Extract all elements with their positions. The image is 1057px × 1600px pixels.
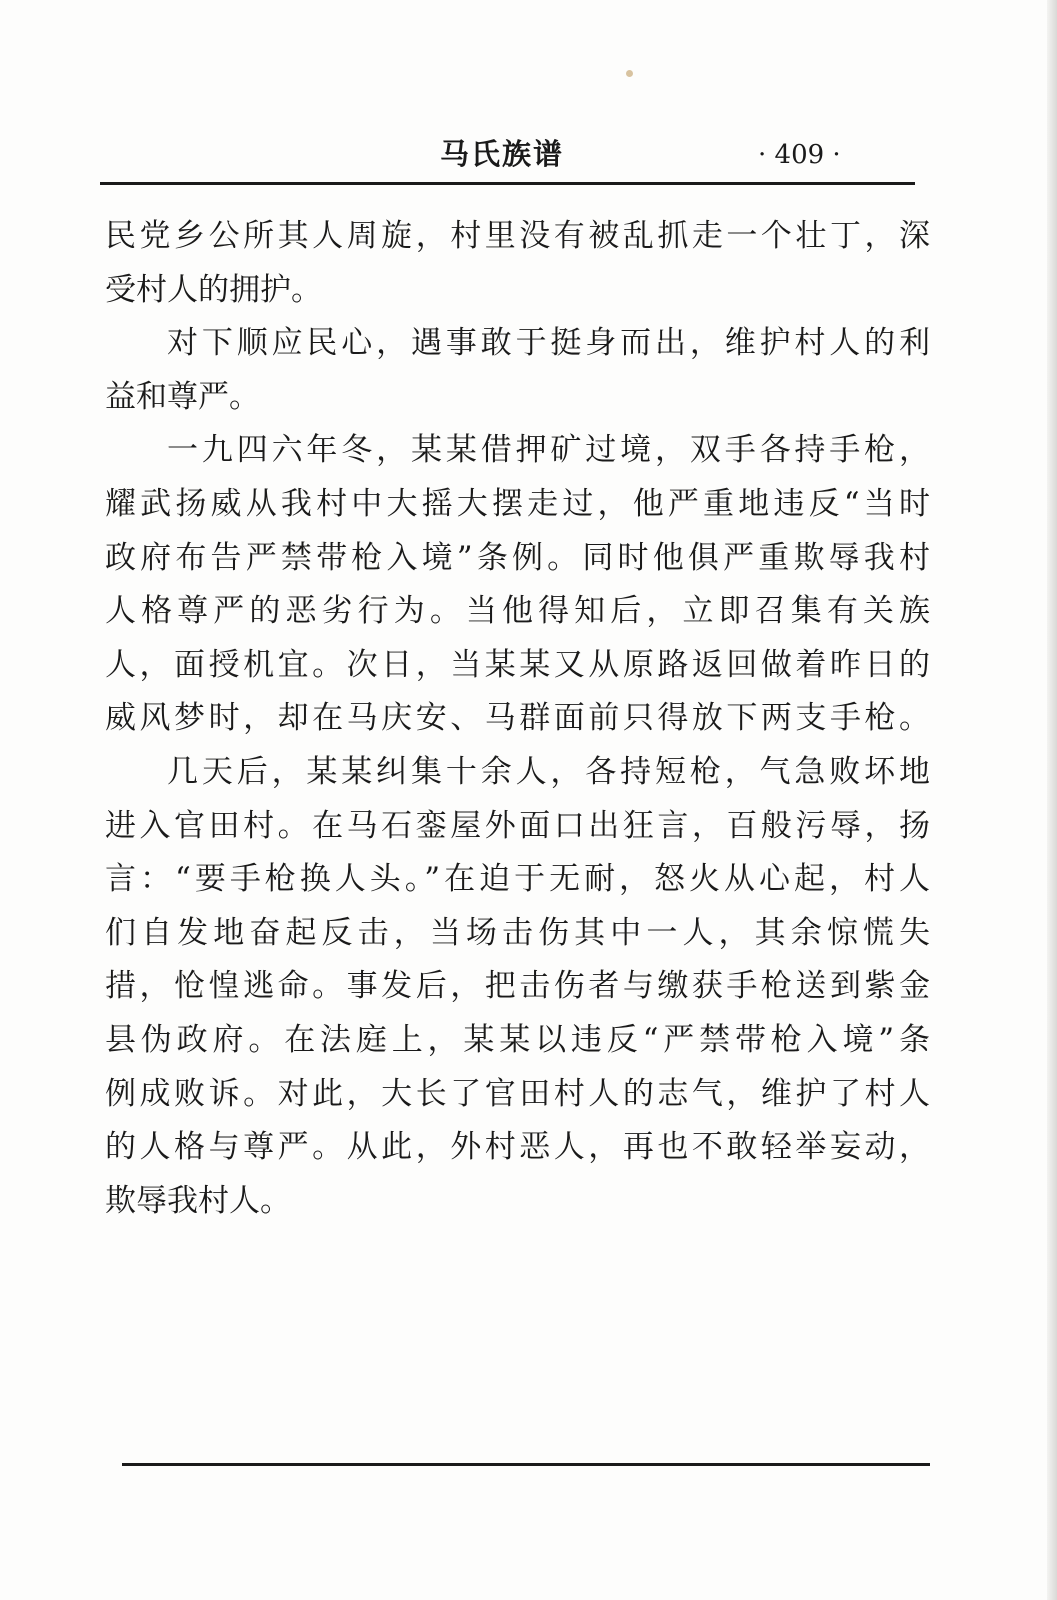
text-line: 益和尊严。 — [105, 378, 260, 415]
page-number: · 409 · — [758, 140, 841, 170]
text-line: 政府布告严禁带枪入境”条例。同时他俱严重欺辱我村 — [105, 539, 930, 576]
text-line: 几天后，某某纠集十余人，各持短枪，气急败坏地 — [167, 753, 930, 790]
text-line: 耀武扬威从我村中大摇大摆走过，他严重地违反“当时 — [105, 485, 930, 522]
text-line: 例成败诉。对此，大长了官田村人的志气，维护了村人 — [105, 1075, 930, 1112]
text-line: 进入官田村。在马石銮屋外面口出狂言，百般污辱，扬 — [105, 807, 930, 844]
header-rule — [100, 182, 915, 185]
text-line: 民党乡公所其人周旋，村里没有被乱抓走一个壮丁，深 — [105, 218, 930, 254]
text-line: 的人格与尊严。从此，外村恶人，再也不敢轻举妄动， — [105, 1129, 930, 1166]
running-header — [100, 132, 915, 182]
text-line: 人格尊严的恶劣行为。当他得知后，立即召集有关族 — [105, 593, 930, 630]
text-line: 欺辱我村人。 — [105, 1182, 291, 1219]
body-text — [105, 210, 930, 1228]
text-line: 县伪政府。在法庭上，某某以违反“严禁带枪入境”条 — [105, 1021, 930, 1058]
text-line: 一九四六年冬，某某借押矿过境，双手各持手枪， — [167, 432, 930, 469]
footer-rule — [122, 1463, 930, 1466]
text-line: 措，怆惶逃命。事发后，把击伤者与缴获手枪送到紫金 — [105, 968, 930, 1005]
text-line: 们自发地奋起反击，当场击伤其中一人，其余惊慌失 — [105, 914, 930, 951]
text-line: 言：“要手枪换人头。”在迫于无耐，怒火从心起，村人 — [105, 861, 930, 898]
page-edge-shadow — [1047, 0, 1057, 1600]
paper-speck — [626, 70, 633, 77]
header-title: 马氏族谱 — [440, 137, 565, 171]
text-line: 对下顺应民心，遇事敢于挺身而出，维护村人的利 — [167, 325, 930, 362]
text-line: 人，面授机宜。次日，当某某又从原路返回做着昨日的 — [105, 646, 930, 683]
text-line: 受村人的拥护。 — [105, 271, 322, 308]
text-line: 威风梦时，却在马庆安、马群面前只得放下两支手枪。 — [105, 700, 930, 737]
